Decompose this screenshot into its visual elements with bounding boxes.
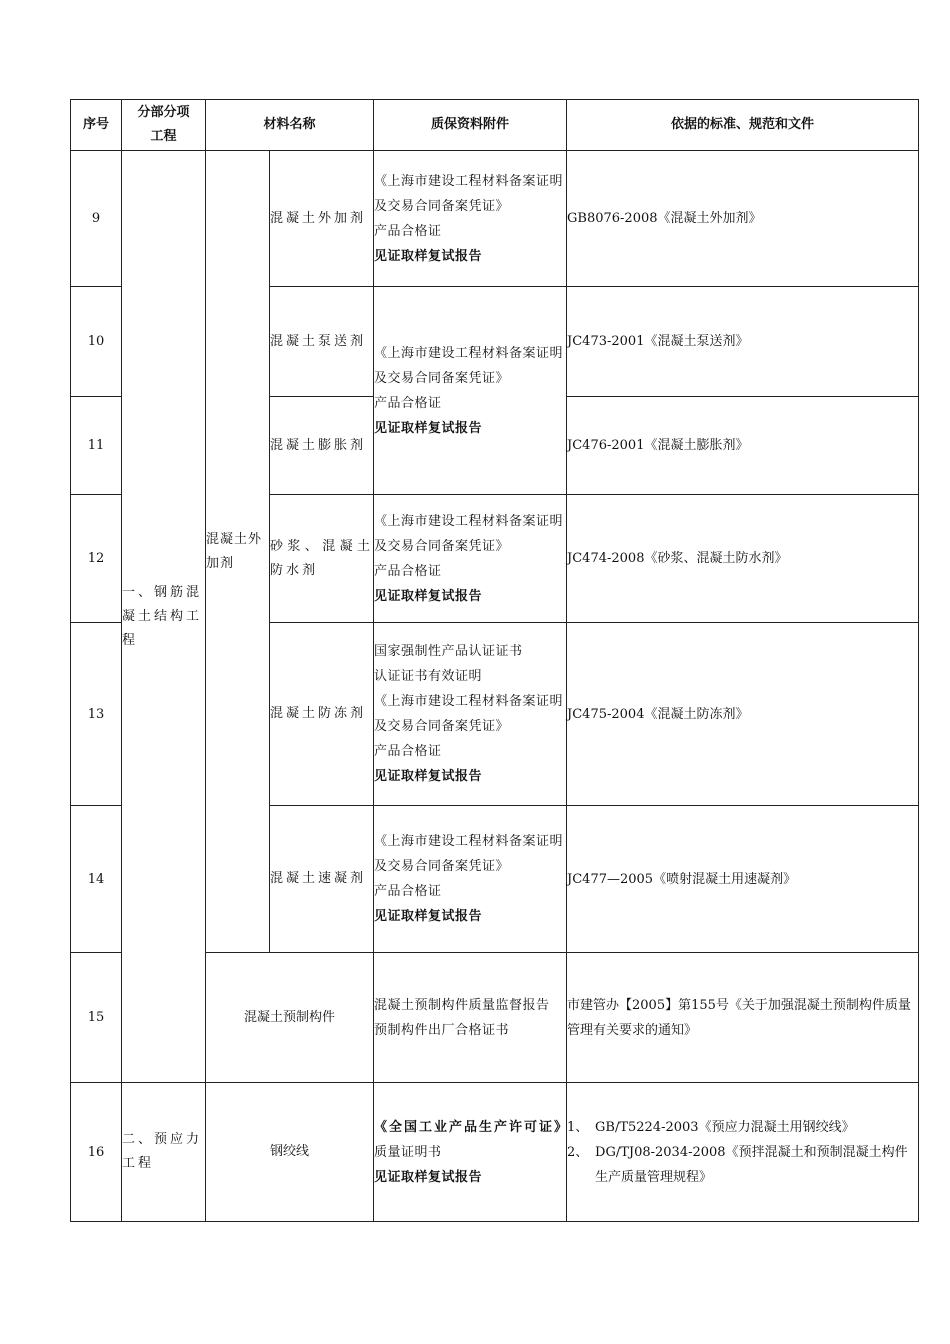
doc-line: 产品合格证 — [374, 744, 442, 759]
doc-line: 产品合格证 — [374, 223, 442, 239]
doc-line: 质量证明书 — [374, 1144, 442, 1160]
row-number: 13 — [71, 623, 122, 806]
standard-cell: JC474-2008《砂浆、混凝土防水剂》 — [567, 495, 919, 623]
docs-cell — [374, 151, 567, 287]
header-docs: 质保资料附件 — [374, 100, 567, 151]
material-name: 混凝土预制构件 — [206, 953, 374, 1083]
docs-cell — [374, 495, 567, 623]
header-division-line1: 分部分项 — [137, 105, 190, 120]
doc-line-bold: 见证取样复试报告 — [374, 420, 483, 436]
row-number: 14 — [71, 806, 122, 953]
header-material: 材料名称 — [206, 100, 374, 151]
material-name: 混凝土膨胀剂 — [270, 397, 374, 495]
doc-line: 产品合格证 — [374, 884, 442, 899]
standard-cell: JC476-2001《混凝土膨胀剂》 — [567, 397, 919, 495]
doc-line: 《上海市建设工程材料备案证明及交易合同备案凭证》 — [374, 173, 564, 214]
doc-line-bold: 《全国工业产品生产许可证》 — [374, 1119, 570, 1135]
table-row — [71, 1083, 919, 1222]
material-name: 混凝土速凝剂 — [270, 806, 374, 953]
division-group-1: 一、钢筋混凝土结构工程 — [122, 151, 206, 1083]
header-seq: 序号 — [71, 100, 122, 151]
list-item — [567, 1140, 918, 1190]
docs-cell — [374, 1083, 570, 1222]
doc-line: 产品合格证 — [374, 395, 442, 411]
list-index: 2、 — [567, 1144, 589, 1160]
row-number: 15 — [71, 953, 122, 1083]
header-division — [122, 100, 206, 151]
standard-list — [567, 1115, 918, 1190]
doc-line: 认证证书有效证明 — [374, 669, 483, 684]
doc-line: 《上海市建设工程材料备案证明及交易合同备案凭证》 — [374, 345, 564, 386]
standard-cell: JC473-2001《混凝土泵送剂》 — [567, 287, 919, 397]
doc-line: 《上海市建设工程材料备案证明及交易合同备案凭证》 — [374, 694, 564, 734]
materials-spec-table — [70, 99, 919, 1222]
header-row — [71, 100, 919, 151]
list-index: 1、 — [567, 1119, 589, 1135]
doc-line-bold: 见证取样复试报告 — [374, 1169, 483, 1185]
list-text: GB/T5224-2003《预应力混凝土用钢绞线》 — [595, 1119, 855, 1135]
standard-cell: 市建管办【2005】第155号《关于加强混凝土预制构件质量管理有关要求的通知》 — [567, 953, 919, 1083]
doc-line-bold: 见证取样复试报告 — [374, 588, 483, 604]
row-number: 9 — [71, 151, 122, 287]
doc-line: 国家强制性产品认证证书 — [374, 644, 523, 659]
standard-cell: JC475-2004《混凝土防冻剂》 — [567, 623, 919, 806]
doc-line-bold: 见证取样复试报告 — [374, 248, 483, 264]
docs-cell — [374, 623, 567, 806]
row-number: 11 — [71, 397, 122, 495]
material-name: 砂浆、混凝土防水剂 — [270, 495, 374, 623]
material-name: 混凝土外加剂 — [270, 151, 374, 287]
material-name: 混凝土防冻剂 — [270, 623, 374, 806]
doc-line: 《上海市建设工程材料备案证明及交易合同备案凭证》 — [374, 834, 564, 874]
doc-line-bold: 见证取样复试报告 — [374, 769, 483, 784]
material-name: 钢绞线 — [206, 1083, 374, 1222]
docs-cell — [374, 806, 567, 953]
division-group-2: 二、预应力工程 — [122, 1083, 206, 1222]
doc-line: 《上海市建设工程材料备案证明及交易合同备案凭证》 — [374, 513, 564, 554]
list-text: DG/TJ08-2034-2008《预拌混凝土和预制混凝土构件生产质量管理规程》 — [595, 1144, 908, 1185]
header-standards: 依据的标准、规范和文件 — [567, 100, 919, 151]
standard-cell — [567, 1083, 919, 1222]
row-number: 12 — [71, 495, 122, 623]
doc-line: 混凝土预制构件质量监督报告 — [374, 997, 550, 1013]
standard-cell: GB8076-2008《混凝土外加剂》 — [567, 151, 919, 287]
list-item — [567, 1115, 918, 1140]
doc-line-bold: 见证取样复试报告 — [374, 909, 483, 924]
category-admixture: 混凝土外加剂 — [206, 151, 270, 953]
docs-cell-shared — [374, 287, 567, 495]
row-number: 10 — [71, 287, 122, 397]
docs-cell — [374, 953, 567, 1083]
table-row — [71, 151, 919, 287]
material-name: 混凝土泵送剂 — [270, 287, 374, 397]
header-division-line2: 工程 — [150, 129, 177, 144]
doc-line: 产品合格证 — [374, 563, 442, 579]
doc-line: 预制构件出厂合格证书 — [374, 1022, 510, 1038]
standard-cell: JC477—2005《喷射混凝土用速凝剂》 — [567, 806, 919, 953]
row-number: 16 — [71, 1083, 122, 1222]
